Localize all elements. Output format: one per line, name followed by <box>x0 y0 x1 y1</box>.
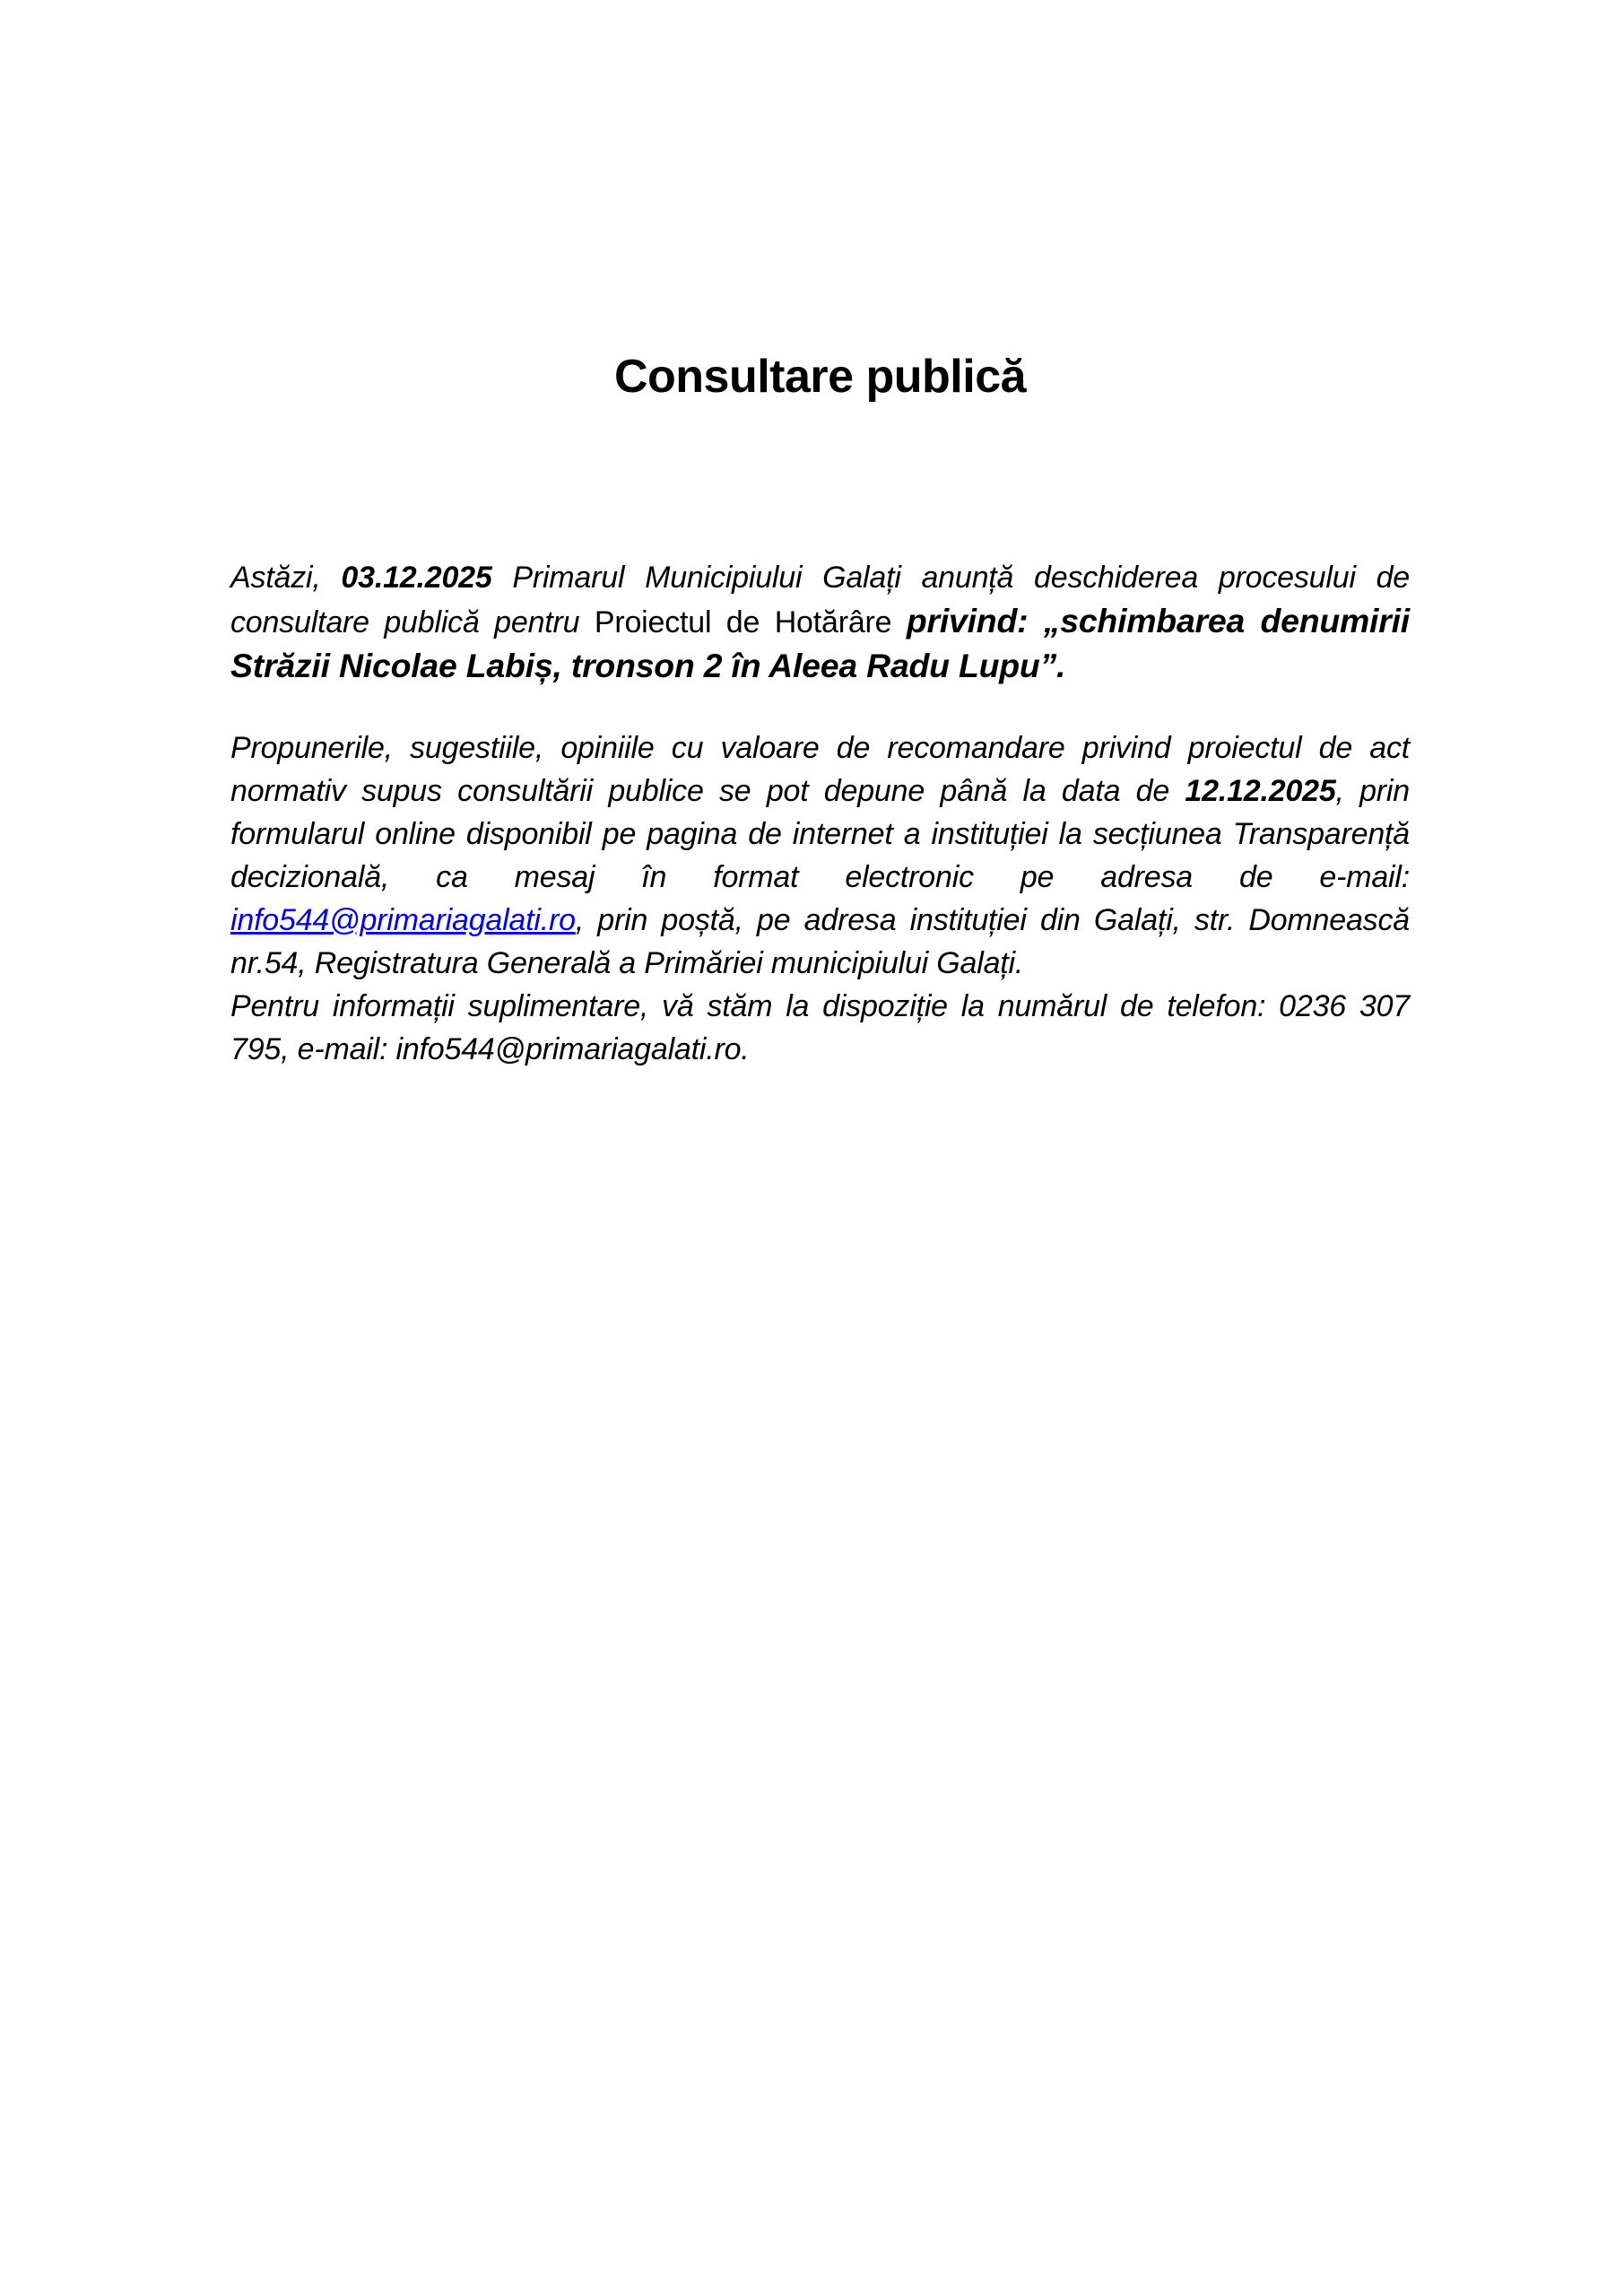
intro-mid-text: Primarul Municipiului Galați anunță deschiderea procesului de consultare publică pentru <box>230 561 1410 639</box>
submission-tail-text: , prin poștă, pe adresa instituției din Galați, str. Domnească nr.54, Registratura Generală a Primăriei municipiului Galați. <box>230 903 1410 980</box>
announcement-date-text: 03.12.2025 <box>341 561 492 595</box>
document-body <box>230 556 1410 1071</box>
project-subject-text: privind: „schimbarea denumirii Străzii Nicolae Labiș, tronson 2 în Aleea Radu Lupu”. <box>230 602 1410 684</box>
intro-lead-text: Astăzi, <box>230 561 342 595</box>
submission-lead-text: Propunerile, sugestiile, opiniile cu valoare de recomandare privind proiectul de act normativ supus consultării publice se pot depune până la data de <box>230 731 1410 808</box>
paragraph-submission-info <box>230 726 1410 985</box>
page-title: Consultare publică <box>613 351 1027 403</box>
deadline-date-text: 12.12.2025 <box>1185 774 1336 808</box>
paragraph-announcement <box>230 556 1410 689</box>
paragraph-contact-info <box>230 985 1410 1071</box>
email-link[interactable]: info544@primariagalati.ro <box>230 903 576 937</box>
project-name-text: Proiectul de Hotărâre <box>594 605 907 639</box>
submission-mid-text: , prin formularul online disponibil pe pagina de internet a instituției la secțiunea Transparență decizională, ca mesaj în format electronic pe adresa de e-mail: <box>230 774 1410 894</box>
contact-info-text: Pentru informații suplimentare, vă stăm la dispoziție la numărul de telefon: 0236 307 795, e-mail: info544@primariagalati.ro. <box>230 989 1410 1066</box>
